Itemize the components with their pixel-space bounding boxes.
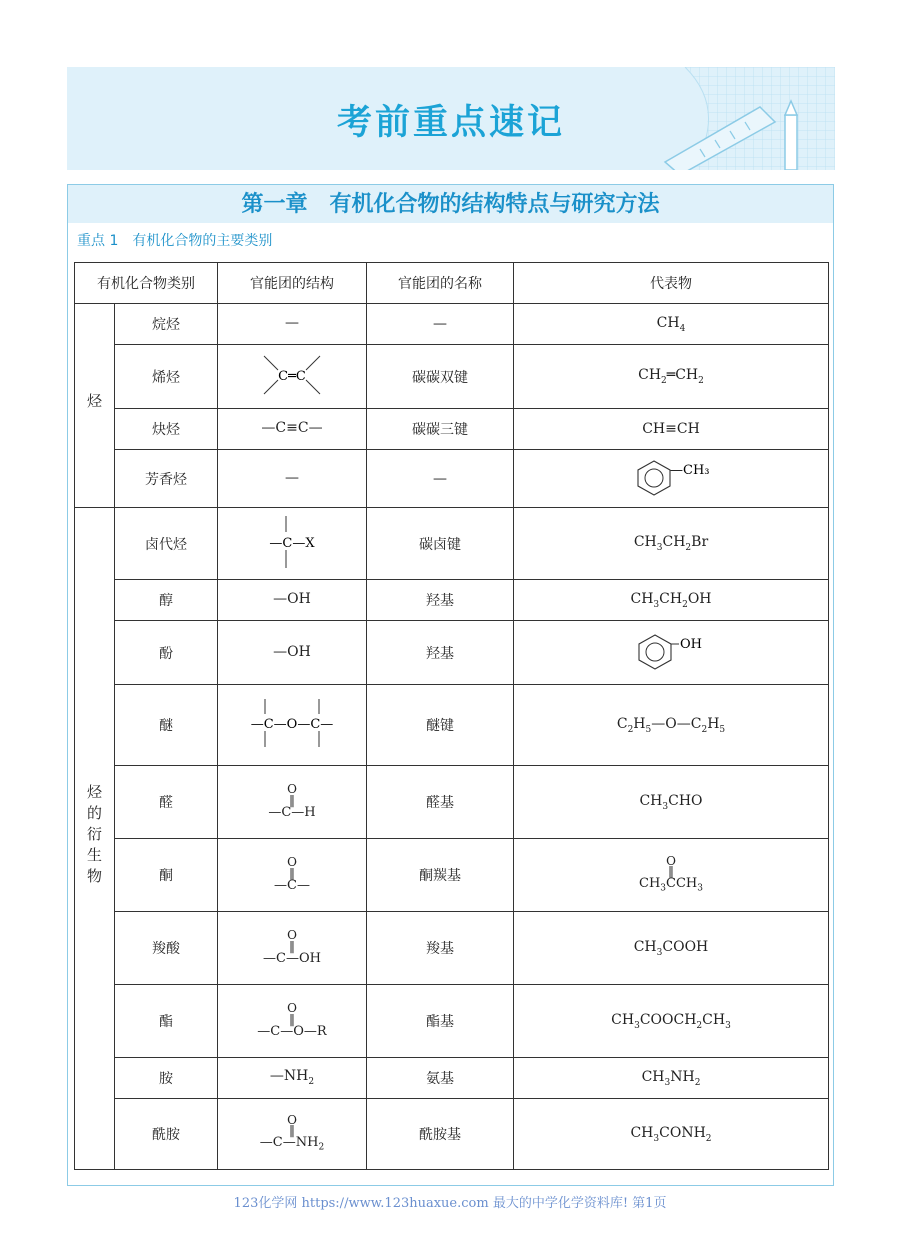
class-name: 芳香烃 xyxy=(115,450,218,508)
class-name: 酯 xyxy=(115,985,218,1058)
example: $CH_3COOCH_2CH_3$ xyxy=(514,985,829,1058)
class-name: 烷烃 xyxy=(115,304,218,345)
group-structure xyxy=(218,685,367,766)
table-row xyxy=(75,985,829,1058)
group-derivative: 烃的衍生物 xyxy=(75,508,115,1170)
ruler-pencil-decoration xyxy=(645,67,835,170)
group-name: 碳碳三键 xyxy=(367,409,514,450)
aldehyde-structure: O ‖ —C—H xyxy=(268,782,316,820)
group-name: 醚键 xyxy=(367,685,514,766)
acetone-structure: O ‖ $CH_3CCH_3$ xyxy=(639,853,703,894)
group-name: 碳卤键 xyxy=(367,508,514,580)
ketone-structure: O ‖ —C— xyxy=(274,855,310,893)
example: $CH_3CH_2Br$ xyxy=(514,508,829,580)
group-name: 醛基 xyxy=(367,766,514,839)
example: $C_2H_5—O—C_2H_5$ xyxy=(514,685,829,766)
table-row xyxy=(75,508,829,580)
header-category: 有机化合物类别 xyxy=(75,263,218,304)
table-row xyxy=(75,345,829,409)
group-structure xyxy=(218,766,367,839)
group-name: 酯基 xyxy=(367,985,514,1058)
example: $CH_2═CH_2$ xyxy=(514,345,829,409)
example: $CH_4$ xyxy=(514,304,829,345)
group-name: 酮羰基 xyxy=(367,839,514,912)
group-name: 羧基 xyxy=(367,912,514,985)
table-header-row xyxy=(75,263,829,304)
example: $CH_3NH_2$ xyxy=(514,1058,829,1099)
group-name: 羟基 xyxy=(367,621,514,685)
group-name: 氨基 xyxy=(367,1058,514,1099)
section-label: 重点 1 xyxy=(77,233,119,249)
group-structure xyxy=(218,985,367,1058)
amide-structure: O ‖ $—C—NH_2$ xyxy=(259,1112,325,1153)
class-name: 醚 xyxy=(115,685,218,766)
header-banner xyxy=(67,67,835,170)
group-structure: —C≡C— xyxy=(218,409,367,450)
example xyxy=(514,839,829,912)
svg-text:—CH₃: —CH₃ xyxy=(670,462,710,478)
section-title: 有机化合物的主要类别 xyxy=(132,233,273,249)
alkene-structure-diagram xyxy=(252,350,332,400)
page-title: 考前重点速记 xyxy=(336,103,565,143)
table-row xyxy=(75,621,829,685)
organic-compound-table xyxy=(74,262,829,1170)
table-row xyxy=(75,450,829,508)
svg-text:OH: OH xyxy=(680,636,702,652)
group-name: 碳碳双键 xyxy=(367,345,514,409)
chapter-title: 第一章 有机化合物的结构特点与研究方法 xyxy=(68,185,833,223)
group-structure: $—NH_2$ xyxy=(218,1058,367,1099)
class-name: 炔烃 xyxy=(115,409,218,450)
group-structure: — xyxy=(218,304,367,345)
table-row xyxy=(75,409,829,450)
class-name: 烯烃 xyxy=(115,345,218,409)
example xyxy=(514,621,829,685)
svg-text:—C—X: —C—X xyxy=(269,535,315,551)
class-name: 醛 xyxy=(115,766,218,839)
example: $CH_3CH_2OH$ xyxy=(514,580,829,621)
group-structure: — xyxy=(218,450,367,508)
example: $CH_3CONH_2$ xyxy=(514,1099,829,1170)
page-footer: 123化学网 https://www.123huaxue.com 最大的中学化学资料库! 第1页 xyxy=(233,1196,667,1211)
header-structure: 官能团的结构 xyxy=(218,263,367,304)
class-name: 酰胺 xyxy=(115,1099,218,1170)
group-structure xyxy=(218,1099,367,1170)
group-name: — xyxy=(367,304,514,345)
group-name: 酰胺基 xyxy=(367,1099,514,1170)
ester-structure: O ‖ —C—O—R xyxy=(257,1001,327,1039)
ether-structure-diagram xyxy=(237,693,347,753)
halide-structure-diagram xyxy=(252,512,332,572)
example: $CH_3COOH$ xyxy=(514,912,829,985)
example xyxy=(514,450,829,508)
class-name: 羧酸 xyxy=(115,912,218,985)
group-name: 羟基 xyxy=(367,580,514,621)
table-row xyxy=(75,766,829,839)
group-structure: —OH xyxy=(218,621,367,685)
group-structure xyxy=(218,508,367,580)
group-structure: —OH xyxy=(218,580,367,621)
table-row xyxy=(75,912,829,985)
class-name: 酚 xyxy=(115,621,218,685)
table-row xyxy=(75,1058,829,1099)
phenol-structure-icon xyxy=(631,631,711,671)
header-group-name: 官能团的名称 xyxy=(367,263,514,304)
table-row xyxy=(75,580,829,621)
toluene-structure-icon xyxy=(626,457,716,497)
class-name: 酮 xyxy=(115,839,218,912)
svg-text:C═C: C═C xyxy=(278,368,306,384)
svg-text:—C—O—C—: —C—O—C— xyxy=(250,717,334,732)
table-row xyxy=(75,839,829,912)
group-structure xyxy=(218,839,367,912)
group-name: — xyxy=(367,450,514,508)
class-name: 卤代烃 xyxy=(115,508,218,580)
header-example: 代表物 xyxy=(514,263,829,304)
example: $CH_3CHO$ xyxy=(514,766,829,839)
table-row xyxy=(75,1099,829,1170)
group-structure xyxy=(218,912,367,985)
example: CH≡CH xyxy=(514,409,829,450)
class-name: 胺 xyxy=(115,1058,218,1099)
group-structure xyxy=(218,345,367,409)
section-heading xyxy=(77,230,286,250)
group-hydrocarbon: 烃 xyxy=(75,304,115,508)
table-row xyxy=(75,685,829,766)
table-row xyxy=(75,304,829,345)
carboxyl-structure: O ‖ —C—OH xyxy=(263,928,321,966)
class-name: 醇 xyxy=(115,580,218,621)
